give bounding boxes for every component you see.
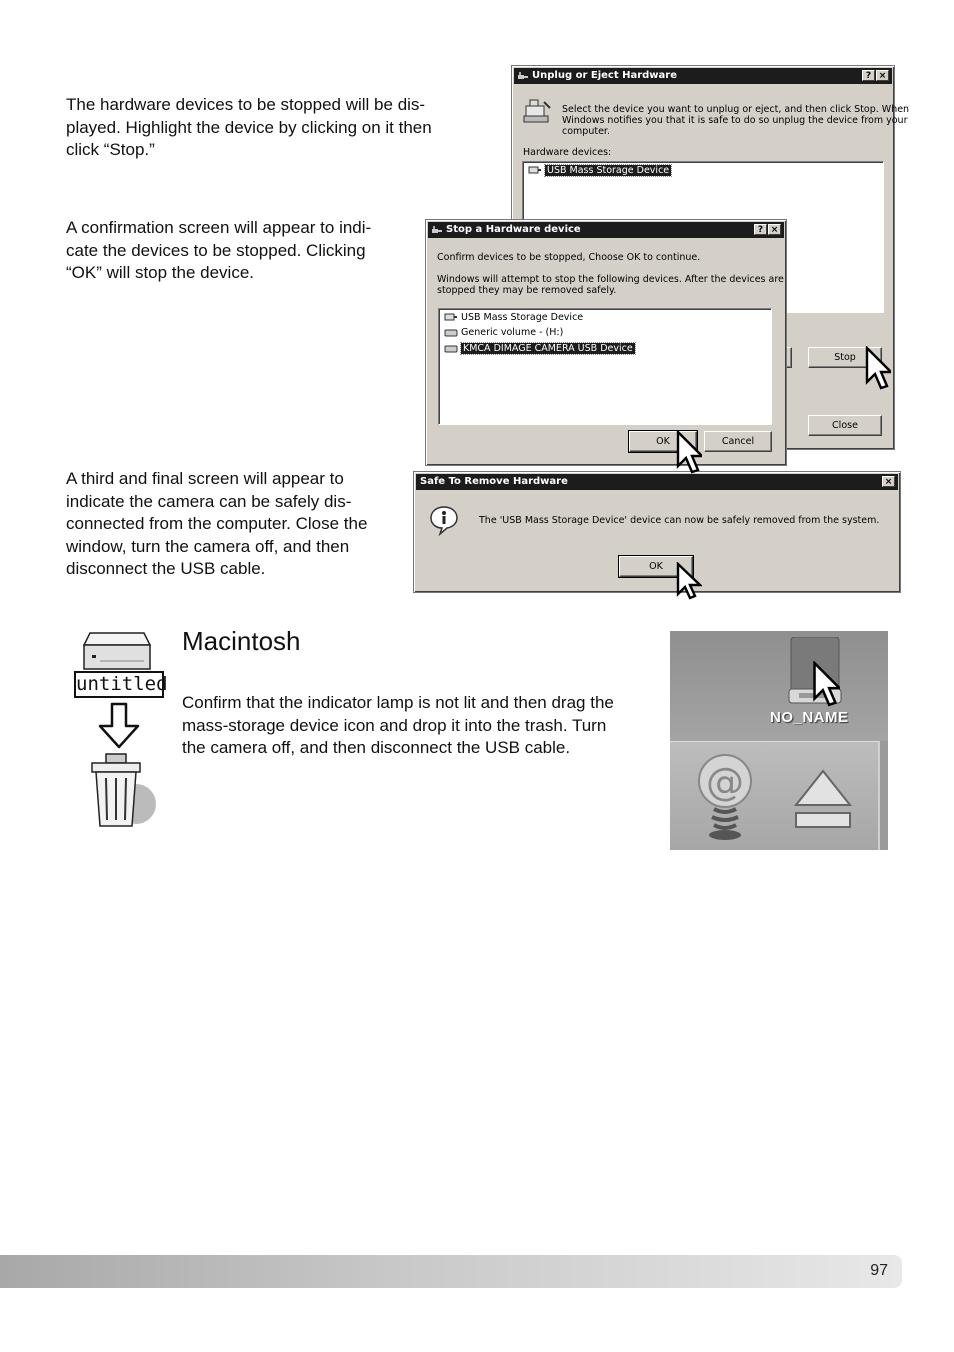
usb-device-icon <box>444 312 458 323</box>
final-screen-paragraph: A third and final screen will appear to indicate the camera can be safely dis- connected from the computer. Close the window, turn the camera off, and then disconnect the USB cable. <box>66 469 368 578</box>
svg-text:@: @ <box>706 760 744 804</box>
cancel-button[interactable]: Cancel <box>704 431 772 452</box>
macintosh-instructions: Confirm that the indicator lamp is not lit and then drag the mass-storage device icon and drop it into the trash. Turn the camera off, and then disconnect the USB cable. <box>182 693 614 757</box>
drive-icon <box>444 327 458 338</box>
mouse-cursor-icon <box>865 346 891 392</box>
stop-hardware-device-dialog <box>425 219 787 466</box>
close-button[interactable]: × <box>876 70 889 81</box>
list-item[interactable]: Generic volume - (H:) <box>443 326 563 339</box>
ok-button[interactable]: OK <box>629 431 697 452</box>
eject-icon[interactable] <box>792 767 854 833</box>
hardware-plug-icon <box>517 70 529 82</box>
trash-icon <box>84 752 160 830</box>
usb-device-icon <box>528 165 542 176</box>
stop-instructions-paragraph: The hardware devices to be stopped will be dis- played. Highlight the device by clicking on it then click “Stop.” <box>66 95 432 159</box>
hardware-devices-label: Hardware devices: <box>523 147 612 158</box>
close-button[interactable]: × <box>768 224 781 235</box>
down-arrow-icon <box>97 702 141 750</box>
stop-warning-text: Windows will attempt to stop the following devices. After the devices are stopped they may be removed safely. <box>437 274 784 296</box>
confirmation-instructions-paragraph: A confirmation screen will appear to indi- cate the devices to be stopped. Clicking “OK” will stop the device. <box>66 218 372 282</box>
safe-dialog-titlebar[interactable]: Safe To Remove Hardware × <box>416 474 898 490</box>
mail-icon[interactable] <box>692 751 758 843</box>
list-item[interactable]: KMCA DIMAGE CAMERA USB Device <box>443 342 635 355</box>
devices-to-stop-list[interactable] <box>438 308 772 425</box>
section-title: Macintosh <box>182 626 301 656</box>
mac-desktop-screenshot <box>670 631 888 850</box>
close-dialog-button[interactable]: Close <box>808 415 882 436</box>
close-button[interactable]: × <box>882 476 895 487</box>
drive-icon <box>80 631 154 671</box>
list-item[interactable]: USB Mass Storage Device <box>443 311 583 324</box>
list-item[interactable]: USB Mass Storage Device <box>527 164 671 177</box>
mouse-cursor-icon <box>812 661 840 709</box>
info-icon <box>428 504 460 536</box>
unplug-dialog-titlebar[interactable]: Unplug or Eject Hardware ? × <box>514 68 892 84</box>
help-button[interactable]: ? <box>754 224 767 235</box>
safe-remove-message: The 'USB Mass Storage Device' device can now be safely removed from the system. <box>479 515 880 526</box>
mouse-cursor-icon <box>676 430 702 476</box>
eject-hardware-icon <box>522 98 554 128</box>
help-button[interactable]: ? <box>862 70 875 81</box>
stop-dialog-titlebar[interactable]: Stop a Hardware device ? × <box>428 222 784 238</box>
volume-name-label: NO_NAME <box>770 709 849 726</box>
page-footer-bar <box>0 1255 902 1288</box>
unplug-instructions: Select the device you want to unplug or eject, and then click Stop. When Windows notifies you that it is safe to do so unplug the device from your computer. <box>562 104 910 137</box>
confirm-line: Confirm devices to be stopped, Choose OK to continue. <box>437 252 701 263</box>
page-number: 97 <box>870 1262 888 1279</box>
mouse-cursor-icon <box>676 562 702 602</box>
hardware-plug-icon <box>431 224 443 236</box>
stop-button[interactable]: Stop <box>808 347 882 368</box>
untitled-volume-label: untitled <box>74 671 164 698</box>
ok-button[interactable]: OK <box>619 556 693 577</box>
drive-icon <box>444 343 458 354</box>
safe-to-remove-dialog <box>413 471 901 593</box>
